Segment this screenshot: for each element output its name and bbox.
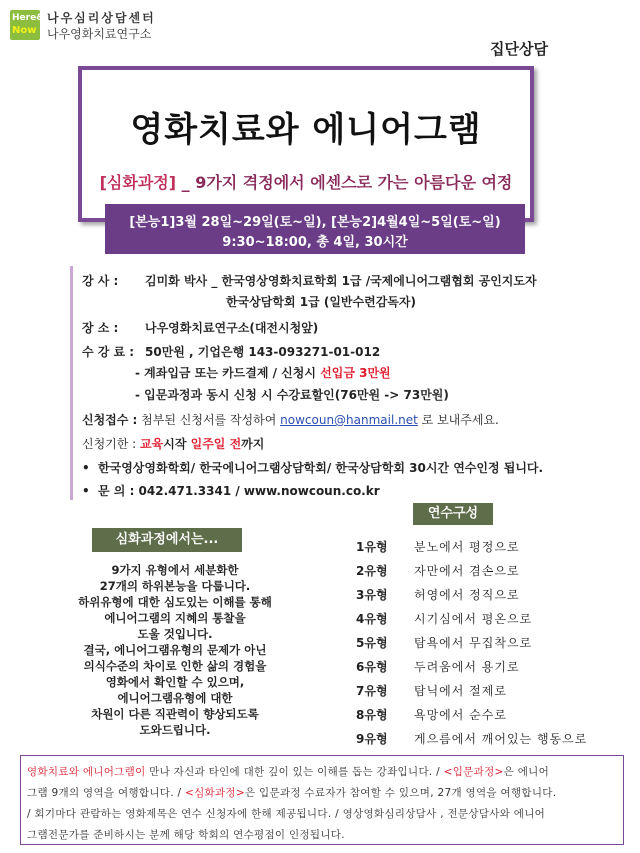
deadline-start: 시작 (163, 437, 191, 451)
notice-line-1 (27, 764, 549, 779)
page-title: 영화치료와 에니어그램 (130, 110, 482, 150)
place-label: 장 소 : (82, 321, 119, 335)
advanced-line: 27개의 하위본능을 다룹니다. (99, 579, 251, 593)
deadline-until: 까지 (241, 437, 265, 451)
curriculum-text: 게으름에서 깨어있는 행동으로 (414, 732, 588, 746)
apply-text: 첨부된 신청서를 작성하여 (137, 413, 281, 427)
curriculum-type: 4유형 (356, 612, 388, 626)
notice-line-2 (27, 785, 556, 800)
contact-value: 042.471.3341 / www.nowcoun.co.kr (134, 484, 380, 498)
subtitle-bracket: [심화과정] (99, 173, 177, 192)
apply-label: 신청접수 : (82, 413, 138, 427)
curriculum-text: 시기심에서 평온으로 (414, 612, 533, 626)
place-value: 나우영화치료연구소(대전시청앞) (145, 321, 319, 335)
subtitle-rest: _ 9가지 격정에서 에센스로 가는 아름다운 여정 (176, 173, 513, 192)
curriculum-type: 2유형 (356, 564, 388, 578)
curriculum-type: 9유형 (356, 732, 388, 746)
curriculum-text: 분노에서 평정으로 (414, 540, 520, 554)
advanced-line: 9가지 유형에서 세분화한 (111, 563, 239, 577)
curriculum-text: 두려움에서 용기로 (414, 660, 520, 674)
contact-label: 문 의 : (98, 484, 135, 498)
bullet-dot-icon: • (82, 484, 99, 498)
prepayment-amount: 선입금 3만원 (320, 366, 391, 380)
advanced-line: 하위유형에 대한 심도있는 이해를 통해 (78, 595, 272, 609)
apply-text-end: 로 보내주세요. (417, 413, 499, 427)
curriculum-text: 허영에서 정직으로 (414, 588, 520, 602)
notice-advanced-course: <심화과정> (184, 787, 245, 799)
bullet-accreditation (82, 459, 543, 476)
apply-email-link[interactable]: nowcoun@hanmail.net (280, 413, 418, 427)
page-subtitle (82, 170, 530, 193)
fee-label: 수 강 료 : (82, 345, 135, 359)
notice-highlight: 영화치료와 에니어그램이 (27, 766, 146, 778)
advanced-line: 에니어그램유형에 대한 (117, 691, 233, 705)
curriculum-label: 연수구성 (413, 503, 493, 525)
notice-text: 은 에니어 (503, 766, 550, 778)
fee-note-discount: - 입문과정과 동시 신청 시 수강료할인(76만원 -> 73만원) (135, 388, 449, 402)
org-name: 나우심리상담센터 (47, 11, 156, 25)
advanced-line: 도울 것입니다. (137, 627, 213, 641)
advanced-line: 의식수준의 차이로 인한 삶의 경험을 (83, 659, 267, 673)
curriculum-text: 탐욕에서 무집착으로 (414, 636, 533, 650)
notice-line-3: / 회기마다 관람하는 영화제목은 연수 신청자에 한해 제공됩니다. / 영상영화심리상담사 , 전문상담사와 에니어 (27, 808, 546, 820)
notice-text: 그램 9개의 영역을 여행합니다. / (27, 787, 185, 799)
advanced-line: 결국, 에니어그램유형의 문제가 아닌 (83, 643, 267, 657)
lecturer-value: 김미화 박사 _ 한국영상영화치료학회 1급 /국제에니어그램협회 공인지도자 (145, 274, 537, 288)
advanced-line: 차원이 다른 직관력이 향상되도록 (91, 707, 259, 721)
notice-line-4: 그램전문가를 준비하시는 분께 해당 학회의 연수평점이 인정됩니다. (27, 829, 345, 841)
advanced-line: 에니어그램의 지혜의 통찰을 (104, 611, 246, 625)
logo-text-bottom: Now (12, 25, 37, 36)
bullet-contact (82, 482, 380, 499)
apply-row (82, 411, 499, 428)
advanced-line: 도와드립니다. (139, 723, 211, 737)
curriculum-type: 7유형 (356, 684, 388, 698)
lecturer-value-2: 한국상담학회 1급 (일반수련감독자) (226, 295, 416, 309)
curriculum-type: 5유형 (356, 636, 388, 650)
schedule-banner (105, 204, 525, 254)
notice-box (20, 755, 624, 845)
curriculum-type: 6유형 (356, 660, 388, 674)
advanced-line: 영화에서 확인할 수 있으며, (105, 675, 245, 689)
lecturer-label: 강 사 : (82, 274, 119, 288)
fee-value: 50만원 , 기업은행 143-093271-01-012 (145, 345, 381, 359)
schedule-hours: 9:30~18:00, 총 4일, 30시간 (222, 235, 408, 250)
center-logo (10, 10, 45, 40)
notice-text: 은 입문과정 수료자가 참여할 수 있으며, 27개 영역을 여행합니다. (244, 787, 557, 799)
logo-text-top: Here& (12, 13, 45, 23)
curriculum-text: 욕망에서 순수로 (414, 708, 507, 722)
accreditation-text: 한국영상영화학회/ 한국에니어그램상담학회/ 한국상담학회 30시간 연수인정 됩니다. (98, 461, 544, 475)
deadline-row (82, 435, 264, 452)
curriculum-type: 3유형 (356, 588, 388, 602)
deadline-edu: 교육 (140, 437, 164, 451)
fee-note-deposit-text: - 계좌입금 또는 카드결제 / 신청시 (135, 366, 321, 380)
fee-note-deposit (135, 364, 391, 381)
org-institute: 나우영화치료연구소 (47, 27, 152, 41)
deadline-label: 신청기한 : (82, 437, 141, 451)
notice-intro-course: <입문과정> (443, 766, 504, 778)
curriculum-type: 8유형 (356, 708, 388, 722)
info-divider (70, 266, 73, 500)
curriculum-type: 1유형 (356, 540, 388, 554)
notice-text: 만나 자신과 타인에 대한 깊이 있는 이해를 돕는 강좌입니다. / (145, 766, 444, 778)
category-label: 집단상담 (490, 40, 548, 58)
advanced-course-label: 심화과정에서는... (92, 528, 242, 552)
curriculum-text: 자만에서 겸손으로 (414, 564, 520, 578)
schedule-dates: [본능1]3월 28일~29일(토~일), [본능2]4월4일~5일(토~일) (129, 215, 501, 230)
bullet-dot-icon: • (82, 461, 99, 475)
deadline-week: 일주일 전 (190, 437, 242, 451)
curriculum-text: 탐닉에서 절제로 (414, 684, 507, 698)
title-box (78, 66, 534, 222)
